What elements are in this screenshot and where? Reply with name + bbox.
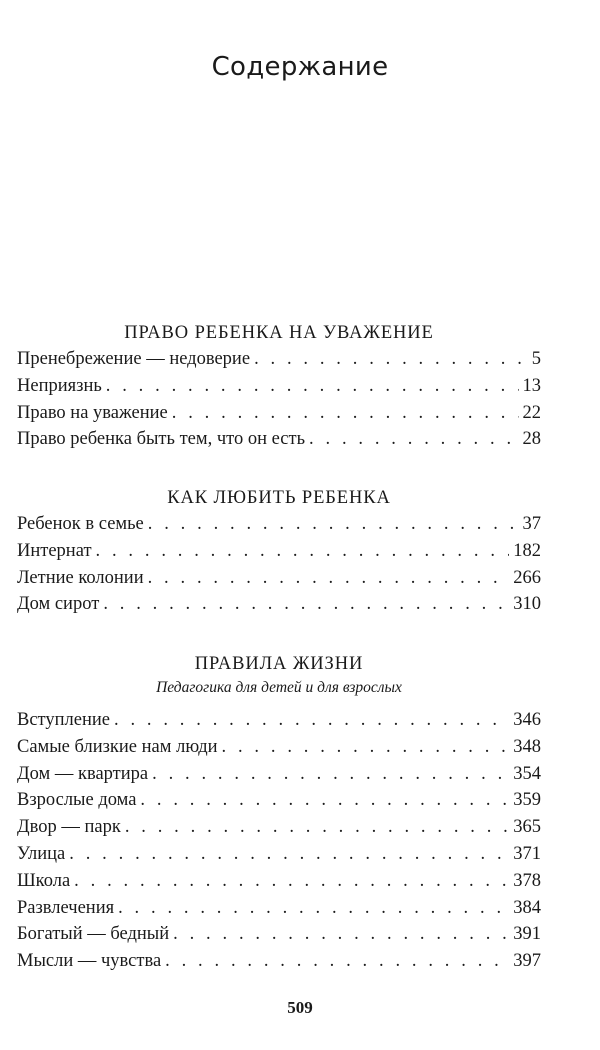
toc-entry	[17, 541, 541, 568]
toc-entry-page: 391	[513, 924, 541, 945]
dot-leader	[96, 541, 510, 562]
toc-entry-page: 359	[513, 790, 541, 811]
dot-leader	[103, 594, 509, 615]
toc-entry-page: 310	[513, 594, 541, 615]
toc-entry-page: 365	[513, 817, 541, 838]
toc-entry	[17, 790, 541, 817]
toc-entry	[17, 403, 541, 430]
toc-section-2	[17, 486, 541, 621]
toc-entry-page: 346	[513, 710, 541, 730]
toc-entry-page: 182	[513, 540, 541, 561]
toc-entry	[17, 844, 541, 871]
toc-entry-page: 5	[531, 349, 541, 369]
toc-entry-title: Право ребенка быть тем, что он есть	[17, 429, 306, 450]
dot-leader	[172, 403, 519, 424]
toc-entry-title: Взрослые дома	[17, 790, 137, 811]
toc-entry-page: 384	[513, 897, 541, 918]
toc-entry-title: Летние колонии	[17, 567, 144, 588]
section-heading: КАК ЛЮБИТЬ РЕБЕНКА	[167, 488, 391, 508]
toc-entry	[17, 514, 541, 541]
toc-entry-page: 348	[513, 736, 541, 757]
toc-entry	[17, 710, 541, 737]
dot-leader	[140, 790, 509, 811]
dot-leader	[152, 764, 509, 785]
dot-leader	[254, 349, 523, 370]
toc-entry-page: 397	[513, 951, 541, 972]
toc-entry-page: 371	[513, 843, 541, 864]
toc-entry-title: Вступление	[17, 710, 110, 730]
dot-leader	[173, 924, 509, 945]
toc-entry-title: Развлечения	[17, 897, 115, 918]
toc-entry-title: Улица	[17, 843, 66, 864]
toc-list	[17, 710, 541, 978]
dot-leader	[74, 871, 509, 892]
section-subheading: Педагогика для детей и для взрослых	[156, 679, 402, 696]
toc-entry-page: 378	[513, 870, 541, 891]
dot-leader	[165, 951, 509, 972]
toc-entry	[17, 871, 541, 898]
dot-leader	[118, 898, 509, 919]
dot-leader	[114, 710, 509, 731]
dot-leader	[106, 376, 519, 397]
toc-entry	[17, 429, 541, 456]
toc-entry-title: Богатый — бедный	[17, 924, 170, 945]
dot-leader	[222, 737, 510, 758]
toc-entry-title: Право на уважение	[17, 402, 168, 423]
toc-entry	[17, 817, 541, 844]
toc-entry	[17, 594, 541, 621]
toc-entry-title: Интернат	[17, 540, 92, 561]
toc-entry	[17, 764, 541, 791]
toc-entry-title: Дом — квартира	[17, 763, 149, 784]
toc-entry	[17, 737, 541, 764]
section-heading: ПРАВИЛА ЖИЗНИ	[194, 654, 364, 674]
toc-entry-title: Самые близкие нам люди	[17, 736, 218, 757]
toc-list	[17, 514, 541, 621]
toc-section-1	[17, 321, 541, 456]
toc-entry-page: 354	[513, 763, 541, 784]
toc-entry-page: 266	[513, 567, 541, 588]
toc-entry-title: Школа	[17, 870, 71, 891]
toc-entry-title: Неприязнь	[17, 375, 102, 396]
toc-entry	[17, 951, 541, 978]
page-number: 509	[287, 998, 313, 1017]
toc-section-3	[17, 652, 541, 978]
toc-entry-title: Пренебрежение — недоверие	[17, 349, 251, 369]
dot-leader	[69, 844, 509, 865]
dot-leader	[148, 514, 519, 535]
toc-entry-title: Мысли — чувства	[17, 951, 162, 972]
toc-entry-title: Дом сирот	[17, 594, 100, 615]
toc-entry	[17, 376, 541, 403]
toc-list	[17, 349, 541, 456]
dot-leader	[125, 817, 509, 838]
dot-leader	[148, 568, 510, 589]
toc-entry-title: Ребенок в семье	[17, 514, 144, 534]
toc-entry	[17, 898, 541, 925]
toc-entry-page: 37	[522, 514, 541, 534]
toc-entry-title: Двор — парк	[17, 817, 121, 838]
toc-entry	[17, 349, 541, 376]
toc-entry-page: 13	[522, 375, 541, 396]
dot-leader	[309, 429, 518, 450]
toc-entry-page: 22	[522, 402, 541, 423]
section-heading: ПРАВО РЕБЕНКА НА УВАЖЕНИЕ	[124, 323, 434, 343]
toc-entry-page: 28	[522, 429, 541, 450]
toc-entry	[17, 568, 541, 595]
page-title: Содержание	[211, 52, 389, 82]
toc-entry	[17, 924, 541, 951]
